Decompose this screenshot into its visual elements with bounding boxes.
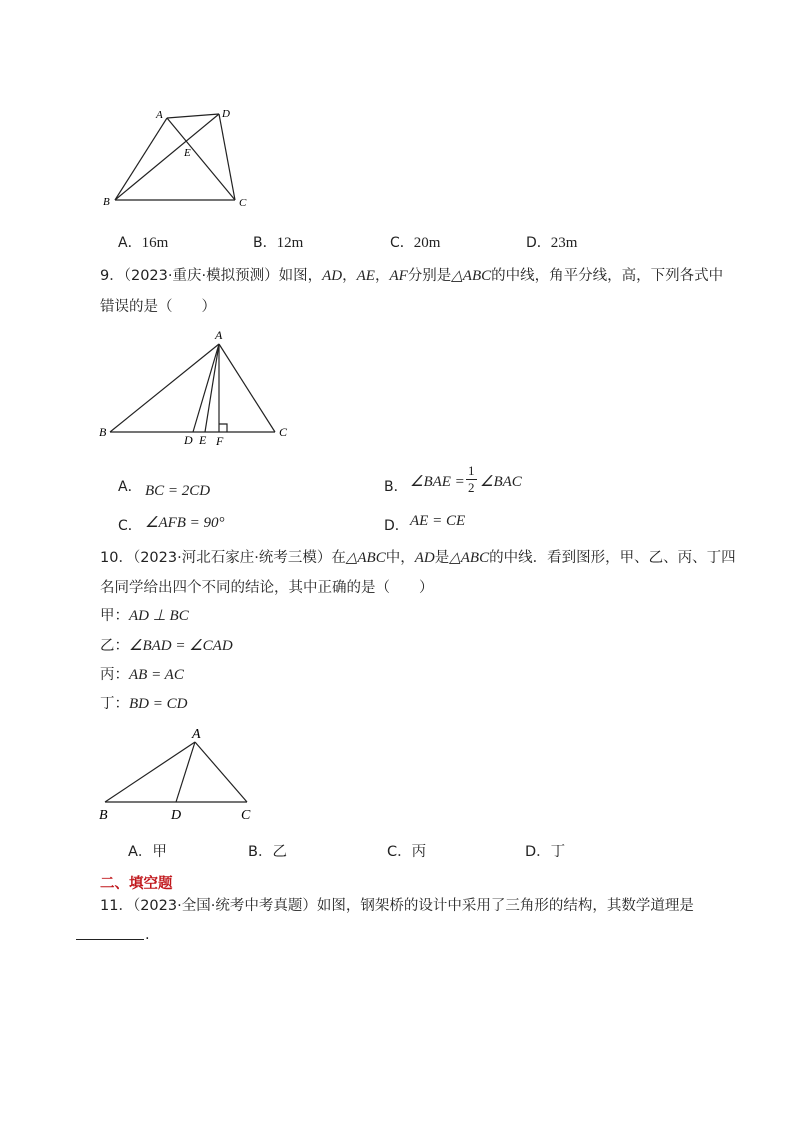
separator: ，	[374, 268, 390, 284]
q10-option-b[interactable]	[248, 842, 287, 862]
q10-option-a[interactable]	[128, 842, 167, 862]
q9-option-a[interactable]	[118, 476, 142, 496]
q10-option-d[interactable]	[525, 842, 565, 862]
option-value: 20m	[413, 235, 441, 251]
question-number: 9．	[100, 268, 124, 284]
q9-text: 的中线，角平分线，高，下列各式中	[491, 268, 724, 284]
fig3-label-c: C	[241, 808, 251, 823]
math-ad: AD	[322, 268, 343, 284]
math-triangle: △ABC	[345, 550, 386, 566]
answer-blank[interactable]	[76, 925, 144, 940]
statement-expr: ∠BAD = ∠CAD	[129, 638, 233, 654]
q8-option-c[interactable]	[390, 232, 440, 252]
separator: ，	[342, 268, 357, 284]
math-ae: AE	[356, 268, 375, 284]
fig1-label-b: B	[103, 196, 110, 208]
q9-option-d-expr: AE = CE	[410, 513, 466, 529]
option-letter: D．	[526, 235, 551, 251]
option-letter: C．	[118, 518, 142, 534]
fig2-label-c: C	[279, 425, 288, 439]
fig1-label-c: C	[239, 197, 247, 209]
fig3-label-d: D	[171, 808, 182, 823]
option-value: 16m	[141, 235, 169, 251]
question-source: （2023·河北石家庄·统考三模）	[132, 550, 332, 566]
option-letter: B．	[248, 844, 273, 860]
statement-expr: BD = CD	[129, 696, 188, 712]
statement-name: 丙：	[100, 667, 129, 683]
option-letter: D．	[525, 844, 551, 860]
option-letter: B．	[253, 235, 277, 251]
option-value: 丁	[550, 844, 566, 860]
math-triangle: △ABC	[451, 268, 492, 284]
q9-text: 分别是	[407, 268, 452, 284]
q9-stem-line2: 错误的是（ ）	[100, 299, 216, 315]
option-value: 丙	[411, 844, 427, 860]
q8-option-b[interactable]	[253, 232, 303, 252]
option-value: 甲	[152, 844, 167, 860]
q10-option-c[interactable]	[387, 842, 426, 862]
statement-expr: AB = AC	[129, 667, 184, 683]
option-letter: C．	[387, 844, 412, 860]
figure-triangle-q9	[95, 325, 305, 448]
fig2-label-d: D	[184, 433, 193, 447]
q9-option-c[interactable]	[118, 515, 142, 535]
option-value: 乙	[272, 844, 287, 860]
q10-stem-line2: 名同学给出四个不同的结论，其中正确的是（ ）	[100, 580, 434, 596]
option-letter: B．	[384, 479, 408, 495]
q8-option-d[interactable]	[526, 232, 577, 252]
fraction-numerator: 1	[468, 463, 475, 478]
option-letter: A．	[118, 479, 142, 495]
fig1-label-d: D	[222, 108, 230, 120]
q10-statement-jia	[100, 606, 189, 626]
option-value: 12m	[276, 235, 304, 251]
math-ad: AD	[414, 550, 435, 566]
q10-text: 在	[331, 550, 346, 566]
math-af: AF	[389, 268, 408, 284]
fraction-denominator: 2	[468, 480, 475, 495]
question-source: （2023·重庆·模拟预测）	[123, 268, 279, 284]
q10-stem-line1	[100, 548, 736, 568]
fig2-label-f: F	[216, 434, 224, 448]
q9-option-c-expr: ∠AFB = 90°	[145, 515, 225, 531]
statement-expr: AD ⊥ BC	[129, 608, 189, 624]
q11-end: .	[145, 927, 150, 943]
fig1-label-e: E	[184, 147, 191, 159]
statement-name: 丁：	[100, 696, 129, 712]
q11-stem	[100, 896, 694, 916]
q10-text: 中，	[385, 550, 415, 566]
question-number: 10．	[100, 550, 133, 566]
q10-statement-yi	[100, 636, 233, 656]
question-number: 11．	[100, 898, 133, 914]
question-source: （2023·全国·统考中考真题）	[132, 898, 317, 914]
q9-option-b[interactable]	[384, 476, 408, 496]
fig2-label-e: E	[199, 433, 207, 447]
option-letter: A．	[118, 235, 142, 251]
q9-text: 如图，	[278, 268, 323, 284]
q10-text: 是	[434, 550, 450, 566]
figure-quadrilateral	[100, 100, 260, 210]
q9-option-a-expr: BC = 2CD	[145, 483, 211, 499]
option-letter: D．	[384, 518, 409, 534]
q10-statement-bing	[100, 665, 184, 685]
section-title-fill-in: 二、填空题	[100, 876, 173, 892]
q8-option-a[interactable]	[118, 232, 168, 252]
statement-name: 乙：	[100, 638, 129, 654]
q9-stem-line1	[100, 266, 723, 286]
fig2-label-b: B	[99, 425, 107, 439]
fig1-label-a: A	[156, 109, 163, 121]
expr-lhs: ∠BAE =	[410, 474, 465, 490]
option-letter: A．	[128, 844, 153, 860]
figure-triangle-q10	[95, 722, 265, 827]
fig3-label-a: A	[192, 727, 201, 742]
math-triangle: △ABC	[449, 550, 490, 566]
q9-option-d[interactable]	[384, 515, 409, 535]
expr-rhs: ∠BAC	[480, 474, 522, 490]
q11-text: 如图，钢架桥的设计中采用了三角形的结构，其数学道理是	[316, 898, 694, 914]
q10-statement-ding	[100, 694, 187, 714]
fig3-label-b: B	[99, 808, 108, 823]
fig2-label-a: A	[215, 328, 223, 342]
q10-text: 的中线．看到图形，甲、乙、丙、丁四	[489, 550, 736, 566]
option-value: 23m	[550, 235, 578, 251]
option-letter: C．	[390, 235, 414, 251]
statement-name: 甲：	[100, 608, 129, 624]
